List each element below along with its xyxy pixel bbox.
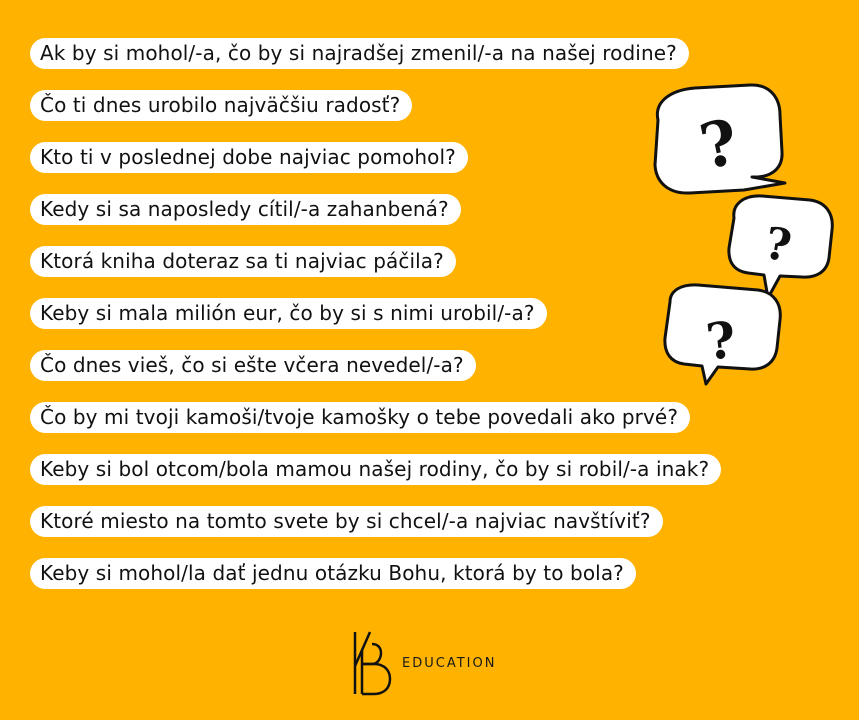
question-mark-icon: ? xyxy=(703,309,739,372)
brand-text: EDUCATION xyxy=(402,655,497,671)
question-item: Kto ti v poslednej dobe najviac pomohol? xyxy=(30,142,468,173)
question-list xyxy=(30,38,721,589)
speech-bubble-icon xyxy=(655,85,785,193)
kb-logo-mark-icon xyxy=(350,630,392,696)
question-mark-icon: ? xyxy=(693,104,745,184)
speech-bubble-icon xyxy=(729,196,832,298)
question-item: Ktorá kniha doteraz sa ti najviac páčila? xyxy=(30,246,456,277)
question-item: Čo by mi tvoji kamoši/tvoje kamošky o tebe povedali ako prvé? xyxy=(30,402,690,433)
question-item: Keby si mohol/la dať jednu otázku Bohu, ktorá by to bola? xyxy=(30,558,636,589)
question-item: Keby si bol otcom/bola mamou našej rodiny, čo by si robil/-a inak? xyxy=(30,454,721,485)
question-item: Kedy si sa naposledy cítil/-a zahanbená? xyxy=(30,194,461,225)
question-bubbles-illustration xyxy=(640,80,850,400)
speech-bubble-icon xyxy=(665,285,780,384)
question-item: Čo ti dnes urobilo najväčšiu radosť? xyxy=(30,90,412,121)
question-item: Čo dnes vieš, čo si ešte včera nevedel/-a? xyxy=(30,350,476,381)
question-item: Keby si mala milión eur, čo by si s nimi urobil/-a? xyxy=(30,298,547,329)
question-item: Ak by si mohol/-a, čo by si najradšej zmenil/-a na našej rodine? xyxy=(30,38,689,69)
question-mark-icon: ? xyxy=(760,217,796,273)
kb-education-logo xyxy=(350,630,496,696)
question-item: Ktoré miesto na tomto svete by si chcel/-a najviac navštíviť? xyxy=(30,506,663,537)
